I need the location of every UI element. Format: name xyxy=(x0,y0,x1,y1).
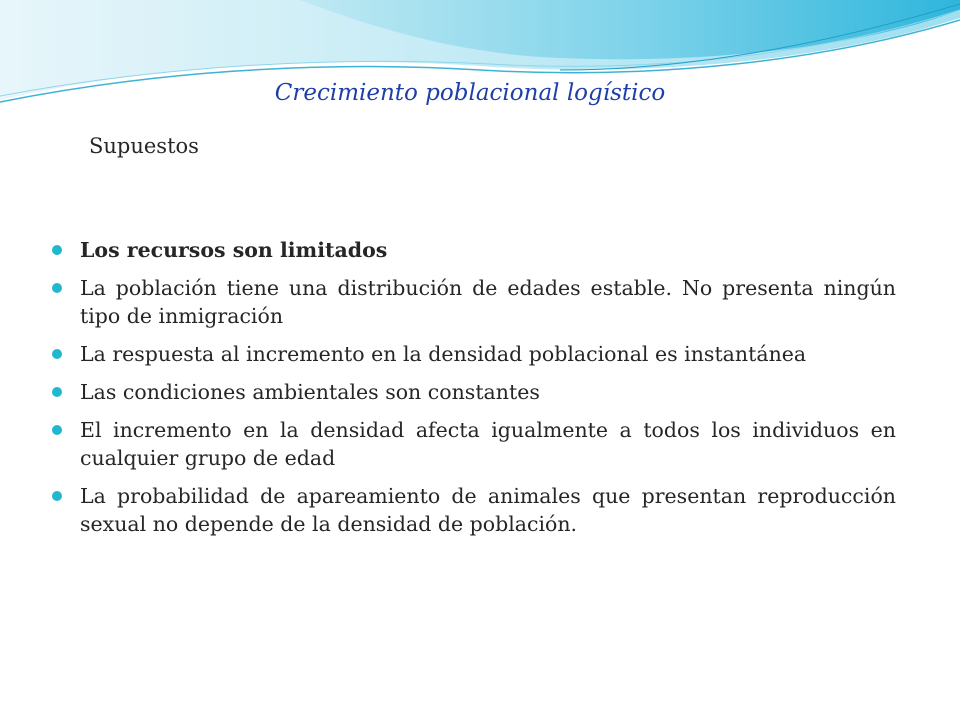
bullet-dot-icon xyxy=(52,245,62,255)
bullet-item xyxy=(50,482,896,538)
bullet-item xyxy=(50,274,896,330)
bullet-item xyxy=(50,236,896,264)
bullet-dot-icon xyxy=(52,349,62,359)
slide-title: Crecimiento poblacional logístico xyxy=(274,80,666,106)
bullet-item xyxy=(50,416,896,472)
bullet-item xyxy=(50,340,896,368)
bullet-text: Los recursos son limitados xyxy=(80,238,388,262)
bullet-text: Las condiciones ambientales son constantes xyxy=(80,380,540,404)
bullet-dot-icon xyxy=(52,283,62,293)
bullet-text: La probabilidad de apareamiento de animales que presentan reproducción sexual no depende de la densidad de población. xyxy=(80,484,896,536)
bullet-dot-icon xyxy=(52,491,62,501)
bullet-list xyxy=(50,236,896,548)
slide-subtitle: Supuestos xyxy=(89,134,199,158)
bullet-text: La población tiene una distribución de edades estable. No presenta ningún tipo de inmigración xyxy=(80,276,896,328)
bullet-dot-icon xyxy=(52,387,62,397)
bullet-text: El incremento en la densidad afecta igualmente a todos los individuos en cualquier grupo de edad xyxy=(80,418,896,470)
bullet-item xyxy=(50,378,896,406)
bullet-dot-icon xyxy=(52,425,62,435)
bullet-text: La respuesta al incremento en la densidad poblacional es instantánea xyxy=(80,342,807,366)
